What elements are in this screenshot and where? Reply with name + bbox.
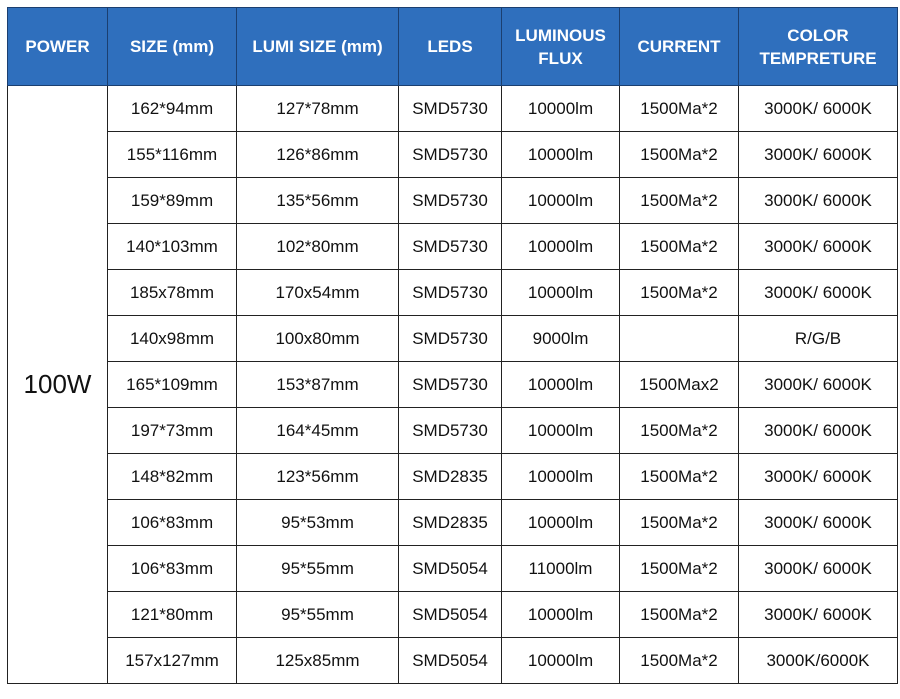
table-row	[8, 270, 898, 316]
header-lumi-size: LUMI SIZE (mm)	[237, 8, 399, 86]
power-cell: 100W	[8, 86, 108, 684]
table-row	[8, 224, 898, 270]
spec-table	[7, 7, 898, 684]
luminous-flux-cell: 10000lm	[502, 178, 620, 224]
leds-cell: SMD5730	[399, 132, 502, 178]
header-leds: LEDS	[399, 8, 502, 86]
lumi-size-cell: 123*56mm	[237, 454, 399, 500]
header-size: SIZE (mm)	[108, 8, 237, 86]
leds-cell: SMD5730	[399, 178, 502, 224]
luminous-flux-cell: 10000lm	[502, 408, 620, 454]
color-temperature-cell: 3000K/ 6000K	[739, 224, 898, 270]
color-temperature-cell: 3000K/ 6000K	[739, 500, 898, 546]
size-cell: 197*73mm	[108, 408, 237, 454]
leds-cell: SMD5730	[399, 224, 502, 270]
table-row	[8, 408, 898, 454]
lumi-size-cell: 95*55mm	[237, 592, 399, 638]
header-luminous-flux: LUMINOUS FLUX	[502, 8, 620, 86]
leds-cell: SMD5730	[399, 86, 502, 132]
color-temperature-cell: 3000K/ 6000K	[739, 178, 898, 224]
header-power: POWER	[8, 8, 108, 86]
color-temperature-cell: 3000K/ 6000K	[739, 592, 898, 638]
color-temperature-cell: 3000K/ 6000K	[739, 86, 898, 132]
current-cell: 1500Ma*2	[620, 454, 739, 500]
size-cell: 121*80mm	[108, 592, 237, 638]
leds-cell: SMD5730	[399, 362, 502, 408]
size-cell: 106*83mm	[108, 546, 237, 592]
color-temperature-cell: 3000K/ 6000K	[739, 132, 898, 178]
table-row	[8, 362, 898, 408]
header-current: CURRENT	[620, 8, 739, 86]
lumi-size-cell: 100x80mm	[237, 316, 399, 362]
table-row	[8, 86, 898, 132]
size-cell: 106*83mm	[108, 500, 237, 546]
size-cell: 162*94mm	[108, 86, 237, 132]
color-temperature-cell: 3000K/ 6000K	[739, 454, 898, 500]
table-row	[8, 546, 898, 592]
current-cell: 1500Ma*2	[620, 408, 739, 454]
luminous-flux-cell: 10000lm	[502, 224, 620, 270]
luminous-flux-cell: 10000lm	[502, 454, 620, 500]
color-temperature-cell: R/G/B	[739, 316, 898, 362]
leds-cell: SMD5730	[399, 408, 502, 454]
table-row	[8, 132, 898, 178]
size-cell: 140*103mm	[108, 224, 237, 270]
size-cell: 157x127mm	[108, 638, 237, 684]
size-cell: 155*116mm	[108, 132, 237, 178]
current-cell: 1500Ma*2	[620, 638, 739, 684]
luminous-flux-cell: 10000lm	[502, 500, 620, 546]
lumi-size-cell: 95*53mm	[237, 500, 399, 546]
table-row	[8, 178, 898, 224]
lumi-size-cell: 153*87mm	[237, 362, 399, 408]
current-cell: 1500Ma*2	[620, 178, 739, 224]
size-cell: 165*109mm	[108, 362, 237, 408]
current-cell: 1500Ma*2	[620, 270, 739, 316]
lumi-size-cell: 164*45mm	[237, 408, 399, 454]
color-temperature-cell: 3000K/ 6000K	[739, 546, 898, 592]
lumi-size-cell: 126*86mm	[237, 132, 399, 178]
current-cell	[620, 316, 739, 362]
size-cell: 159*89mm	[108, 178, 237, 224]
size-cell: 140x98mm	[108, 316, 237, 362]
current-cell: 1500Ma*2	[620, 546, 739, 592]
lumi-size-cell: 127*78mm	[237, 86, 399, 132]
color-temperature-cell: 3000K/ 6000K	[739, 270, 898, 316]
leds-cell: SMD5054	[399, 546, 502, 592]
lumi-size-cell: 170x54mm	[237, 270, 399, 316]
leds-cell: SMD5054	[399, 638, 502, 684]
luminous-flux-cell: 10000lm	[502, 638, 620, 684]
table-row	[8, 638, 898, 684]
luminous-flux-cell: 10000lm	[502, 592, 620, 638]
current-cell: 1500Ma*2	[620, 224, 739, 270]
current-cell: 1500Max2	[620, 362, 739, 408]
size-cell: 185x78mm	[108, 270, 237, 316]
color-temperature-cell: 3000K/ 6000K	[739, 362, 898, 408]
color-temperature-cell: 3000K/ 6000K	[739, 408, 898, 454]
luminous-flux-cell: 10000lm	[502, 270, 620, 316]
current-cell: 1500Ma*2	[620, 500, 739, 546]
header-color-temperature: COLOR TEMPRETURE	[739, 8, 898, 86]
header-row	[8, 8, 898, 86]
lumi-size-cell: 135*56mm	[237, 178, 399, 224]
leds-cell: SMD2835	[399, 500, 502, 546]
luminous-flux-cell: 9000lm	[502, 316, 620, 362]
table-body	[8, 86, 898, 684]
leds-cell: SMD5730	[399, 316, 502, 362]
table-row	[8, 592, 898, 638]
lumi-size-cell: 95*55mm	[237, 546, 399, 592]
size-cell: 148*82mm	[108, 454, 237, 500]
luminous-flux-cell: 10000lm	[502, 132, 620, 178]
luminous-flux-cell: 10000lm	[502, 362, 620, 408]
table-row	[8, 500, 898, 546]
current-cell: 1500Ma*2	[620, 592, 739, 638]
lumi-size-cell: 125x85mm	[237, 638, 399, 684]
current-cell: 1500Ma*2	[620, 132, 739, 178]
table-row	[8, 316, 898, 362]
leds-cell: SMD5730	[399, 270, 502, 316]
luminous-flux-cell: 10000lm	[502, 86, 620, 132]
leds-cell: SMD2835	[399, 454, 502, 500]
leds-cell: SMD5054	[399, 592, 502, 638]
luminous-flux-cell: 11000lm	[502, 546, 620, 592]
current-cell: 1500Ma*2	[620, 86, 739, 132]
table-row	[8, 454, 898, 500]
color-temperature-cell: 3000K/6000K	[739, 638, 898, 684]
lumi-size-cell: 102*80mm	[237, 224, 399, 270]
